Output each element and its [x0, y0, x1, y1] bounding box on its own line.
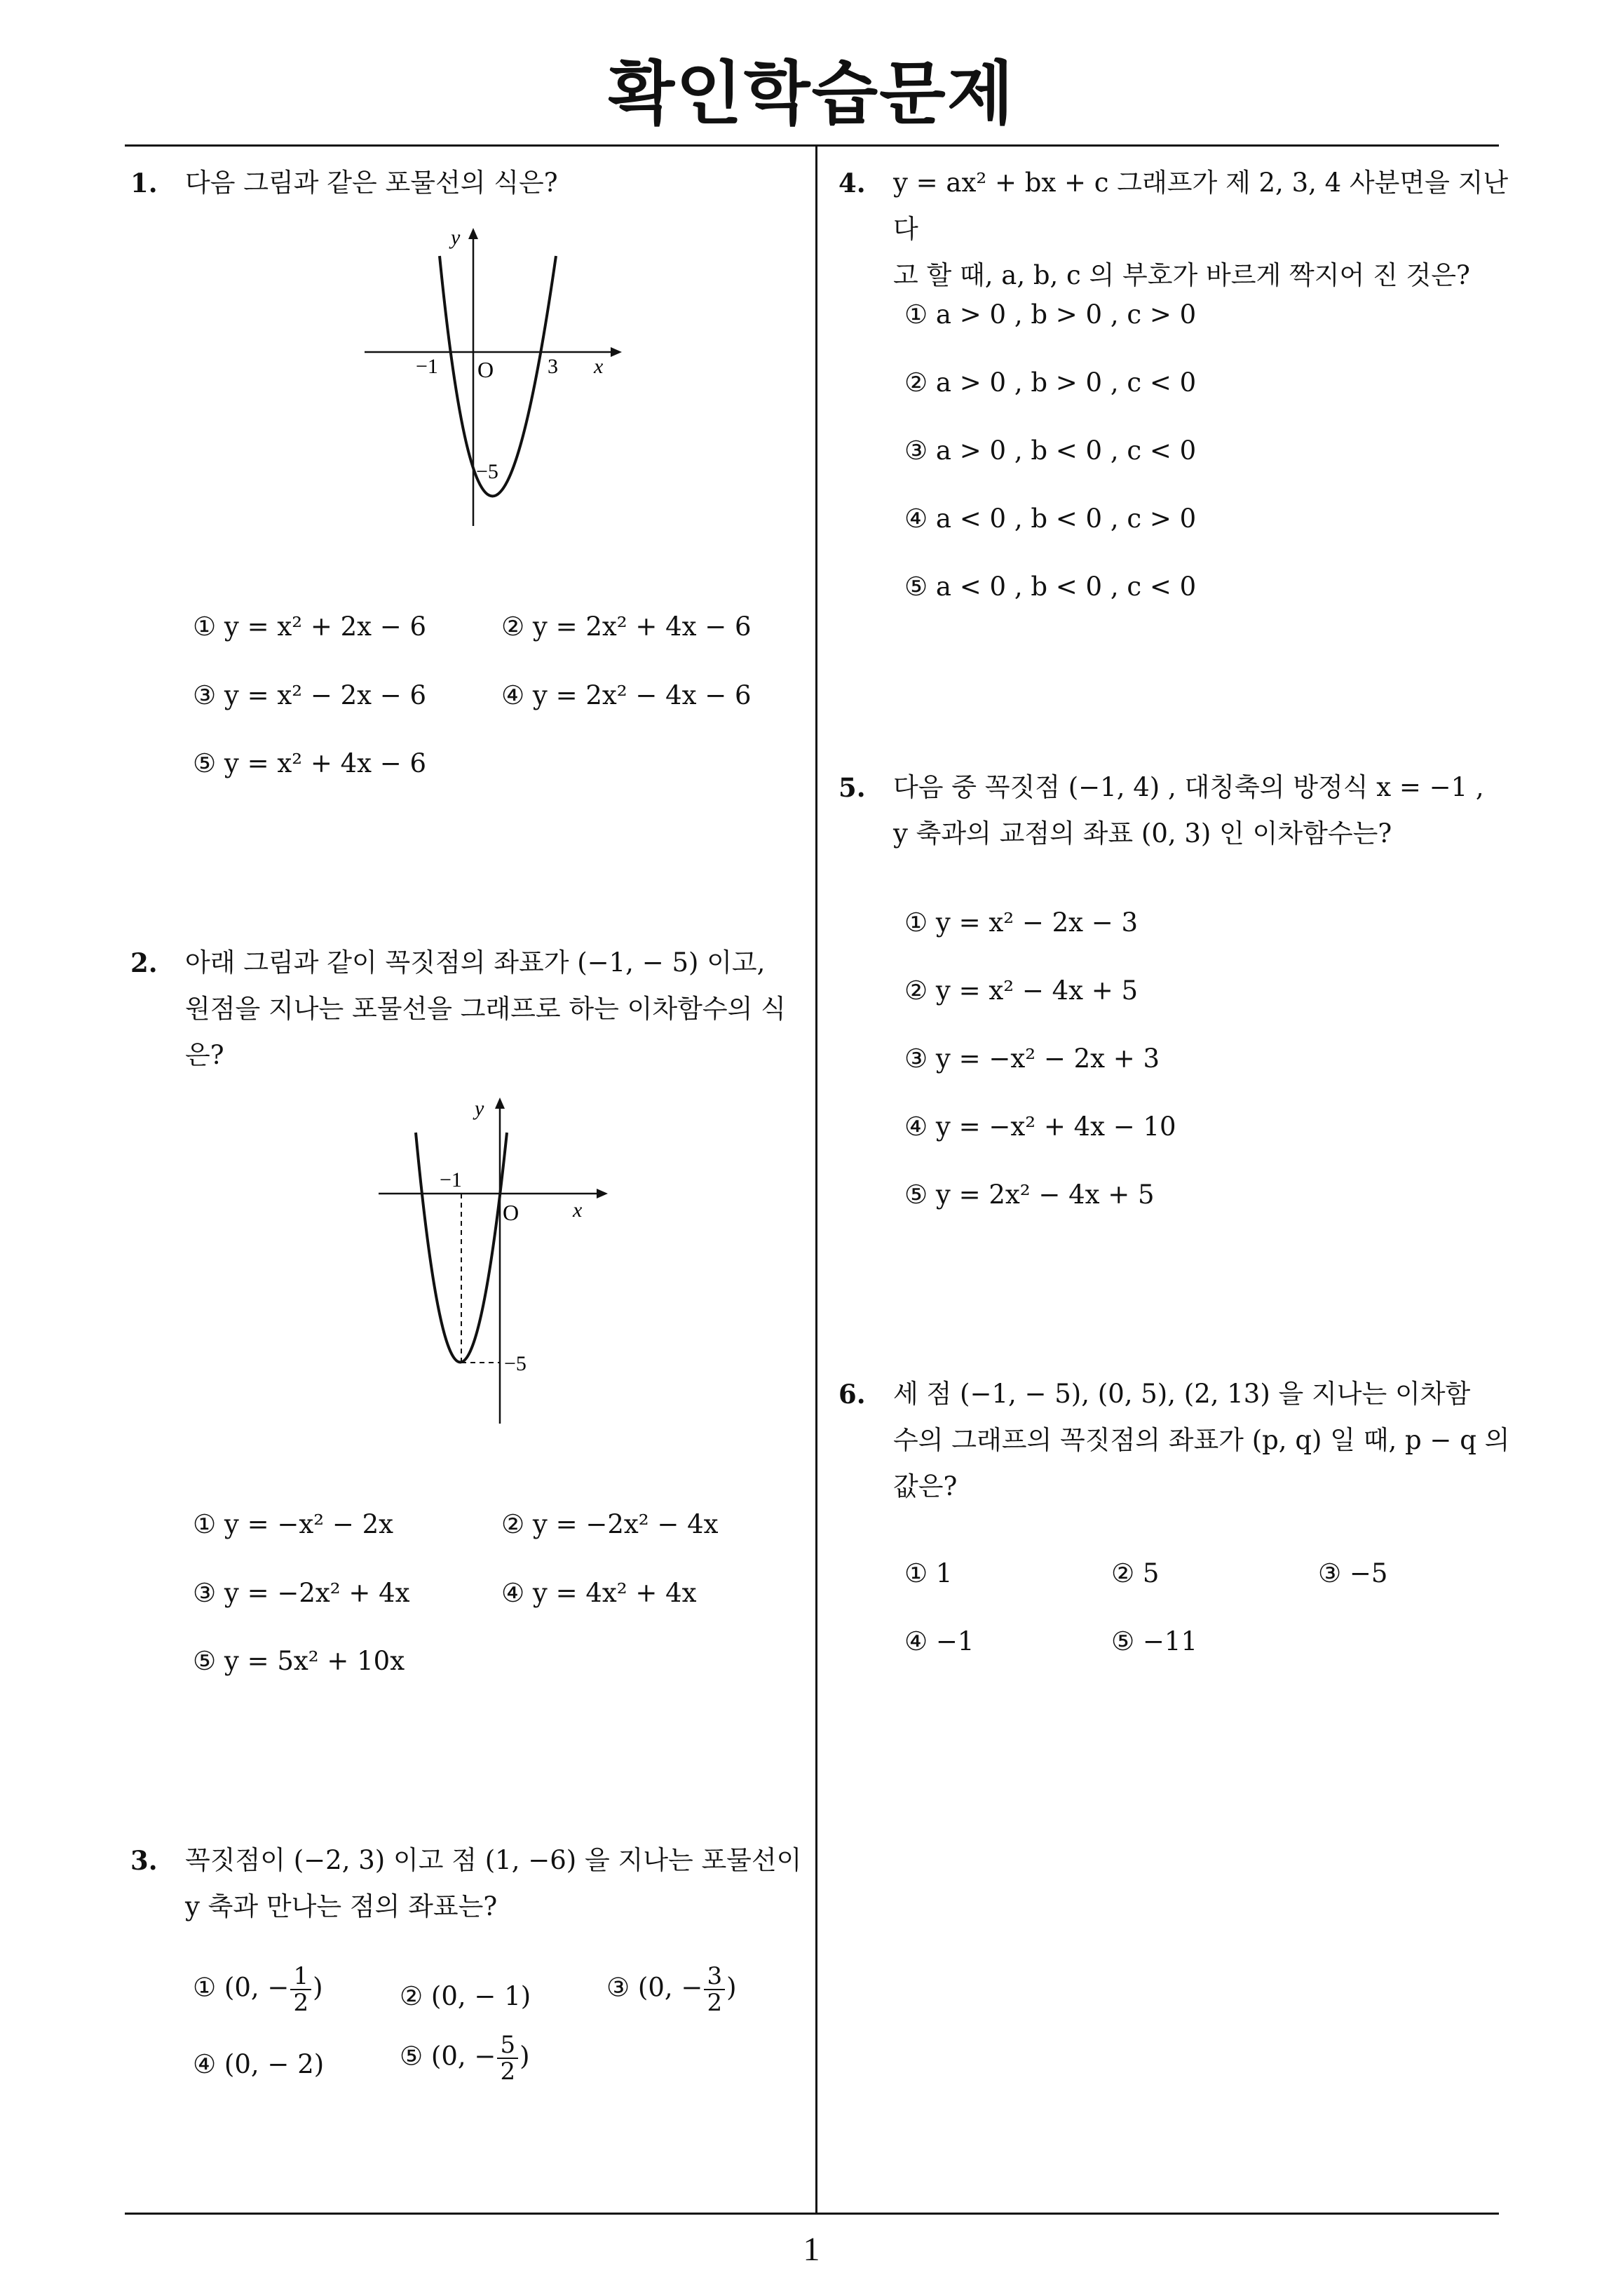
fraction: $\frac{5}{2}$: [497, 2032, 518, 2084]
tick-label-neg5: −5: [504, 1352, 527, 1375]
q6-option-1[interactable]: ① 1: [904, 1558, 953, 1588]
q5-option-5[interactable]: ⑤ y = 2x² − 4x + 5: [904, 1180, 1155, 1210]
question-text-line-2: y 축과 만나는 점의 좌표는?: [185, 1891, 498, 1922]
question-text-line-2: 원점을 지나는 포물선을 그래프로 하는 이차함수의 식: [185, 994, 786, 1024]
q5-option-2[interactable]: ② y = x² − 4x + 5: [904, 975, 1139, 1006]
tick-label-neg5: −5: [476, 460, 498, 483]
q1-option-4[interactable]: ④ y = 2x² − 4x − 6: [501, 680, 752, 710]
question-3: [130, 1837, 803, 1930]
parabola-figure-2: [375, 1094, 613, 1431]
q1-option-2[interactable]: ② y = 2x² + 4x − 6: [501, 612, 752, 642]
page-title: 확인학습문제: [608, 54, 1015, 134]
q1-option-1[interactable]: ① y = x² + 2x − 6: [193, 612, 427, 642]
question-text: 다음 그림과 같은 포물선의 식은?: [185, 168, 558, 198]
q4-option-4[interactable]: ④ a < 0 , b < 0 , c > 0: [904, 504, 1197, 534]
q5-option-3[interactable]: ③ y = −x² − 2x + 3: [904, 1044, 1160, 1074]
q2-option-1[interactable]: ① y = −x² − 2x: [193, 1509, 393, 1539]
question-text-line-2: 고 할 때, a, b, c 의 부호가 바르게 짝지어 진 것은?: [893, 260, 1470, 290]
q2-option-5[interactable]: ⑤ y = 5x² + 10x: [193, 1646, 405, 1676]
question-number: 1.: [130, 168, 158, 198]
q2-option-3[interactable]: ③ y = −2x² + 4x: [193, 1578, 410, 1608]
top-rule: [125, 144, 1499, 147]
question-number: 4.: [838, 168, 866, 198]
question-2: [130, 940, 803, 1079]
question-4: [838, 160, 1512, 299]
bottom-rule: [125, 2213, 1499, 2215]
origin-label: O: [477, 357, 494, 382]
q4-option-5[interactable]: ⑤ a < 0 , b < 0 , c < 0: [904, 572, 1197, 602]
x-axis-label: x: [594, 355, 604, 378]
question-text-line-3: 은?: [185, 1040, 224, 1070]
tick-label-3: 3: [548, 355, 558, 378]
q3-option-5[interactable]: ⑤ (0, − $\frac{5}{2}$ ): [400, 2031, 530, 2086]
q6-option-5[interactable]: ⑤ −11: [1111, 1626, 1198, 1656]
q2-option-4[interactable]: ④ y = 4x² + 4x: [501, 1578, 697, 1608]
q3-option-3[interactable]: ③ (0, − $\frac{3}{2}$ ): [606, 1962, 737, 2017]
tick-label-neg1: −1: [416, 355, 438, 378]
q1-option-5[interactable]: ⑤ y = x² + 4x − 6: [193, 748, 427, 778]
question-text-line-3: 값은?: [893, 1471, 958, 1501]
question-text-line-2: y 축과의 교점의 좌표 (0, 3) 인 이차함수는?: [893, 818, 1392, 849]
y-axis-label: y: [475, 1097, 484, 1120]
q4-option-1[interactable]: ① a > 0 , b > 0 , c > 0: [904, 299, 1197, 330]
q6-option-3[interactable]: ③ −5: [1318, 1558, 1388, 1588]
fraction: $\frac{3}{2}$: [704, 1964, 725, 2015]
page-number: 1: [803, 2231, 820, 2268]
tick-label-neg1: −1: [440, 1168, 462, 1191]
q3-option-4[interactable]: ④ (0, − 2): [193, 2049, 325, 2079]
x-axis-label: x: [573, 1198, 583, 1222]
q1-option-3[interactable]: ③ y = x² − 2x − 6: [193, 680, 427, 710]
q4-option-2[interactable]: ② a > 0 , b > 0 , c < 0: [904, 367, 1197, 398]
question-number: 3.: [130, 1845, 158, 1876]
y-axis-label: y: [451, 226, 461, 249]
q4-option-3[interactable]: ③ a > 0 , b < 0 , c < 0: [904, 435, 1197, 466]
question-number: 6.: [838, 1379, 866, 1410]
column-divider: [815, 144, 817, 2213]
q2-option-2[interactable]: ② y = −2x² − 4x: [501, 1509, 719, 1539]
parabola-figure-1: [361, 224, 627, 533]
question-5: [838, 764, 1512, 857]
q3-option-1[interactable]: ① (0, − $\frac{1}{2}$ ): [193, 1962, 323, 2017]
q6-option-4[interactable]: ④ −1: [904, 1626, 975, 1656]
q6-option-2[interactable]: ② 5: [1111, 1558, 1160, 1588]
question-6: [838, 1371, 1512, 1510]
q5-option-4[interactable]: ④ y = −x² + 4x − 10: [904, 1112, 1176, 1142]
question-text-line-1: 꼭짓점이 (−2, 3) 이고 점 (1, −6) 을 지나는 포물선이: [185, 1845, 802, 1875]
question-text-line-1: 세 점 (−1, − 5), (0, 5), (2, 13) 을 지나는 이차함: [893, 1379, 1471, 1409]
question-number: 2.: [130, 947, 158, 978]
fraction: $\frac{1}{2}$: [290, 1964, 311, 2015]
question-1: [130, 160, 803, 206]
q3-option-2[interactable]: ② (0, − 1): [400, 1981, 531, 2011]
question-text-line-1: y = ax² + bx + c 그래프가 제 2, 3, 4 사분면을 지난다: [893, 168, 1509, 244]
question-text-line-2: 수의 그래프의 꼭짓점의 좌표가 (p, q) 일 때, p − q 의: [893, 1425, 1510, 1455]
question-number: 5.: [838, 772, 866, 803]
q5-option-1[interactable]: ① y = x² − 2x − 3: [904, 907, 1139, 938]
origin-label: O: [503, 1200, 520, 1225]
question-text-line-1: 다음 중 꼭짓점 (−1, 4) , 대칭축의 방정식 x = −1 ,: [893, 772, 1484, 802]
question-text-line-1: 아래 그림과 같이 꼭짓점의 좌표가 (−1, − 5) 이고,: [185, 947, 766, 978]
